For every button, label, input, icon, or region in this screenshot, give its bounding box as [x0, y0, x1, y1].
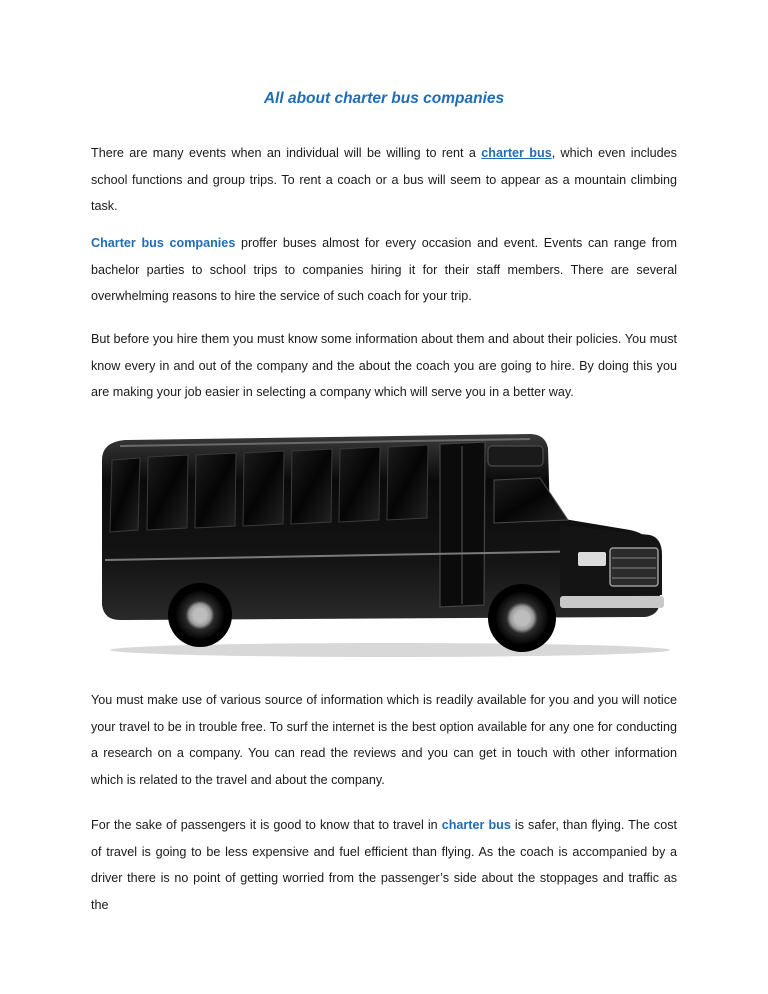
charter-bus-companies-keyword: Charter bus companies [91, 236, 236, 250]
charter-bus-link-2[interactable]: charter bus [441, 818, 511, 832]
paragraph-5-text-a: For the sake of passengers it is good to know that to travel in [91, 818, 442, 832]
charter-bus-link[interactable]: charter bus [481, 146, 552, 160]
paragraph-2-text: proffer buses almost for every occasion and event. Events can range from bachelor parties to school trips to companies hiring it for their staff members. There are several overwhelming reasons to hire the service of such coach for your trip. [91, 236, 677, 303]
document-title: All about charter bus companies [263, 90, 505, 107]
paragraph-4: You must make use of various source of information which is readily available for you and you will notice your travel to be in trouble free. To surf the internet is the best option available for any one for conducting a research on a company. You can read the reviews and you can get in touch with other information which is related to the travel and about the company. [91, 693, 677, 787]
paragraph-1-text-b: , which even includes school functions and group trips. To rent a coach or a bus will seem to appear as a mountain climbing task. [91, 146, 677, 213]
paragraph-3: But before you hire them you must know some information about them and about their policies. You must know every in and out of the company and the about the coach you are going to hire. By doing this you are making your job easier in selecting a company which will serve you in a better way. [91, 332, 677, 399]
charter-bus-image [90, 420, 680, 660]
paragraph-1-text-a: There are many events when an individual will be willing to rent a [91, 146, 482, 160]
paragraph-1 [91, 140, 677, 220]
paragraph-5 [91, 812, 677, 918]
paragraph-5-text-b: is safer, than flying. The cost of travel is going to be less expensive and fuel efficient than flying. As the coach is accompanied by a driver there is no point of getting worried from the passenger’s side about the stoppages and traffic as the [91, 818, 678, 912]
paragraph-2 [91, 230, 677, 310]
